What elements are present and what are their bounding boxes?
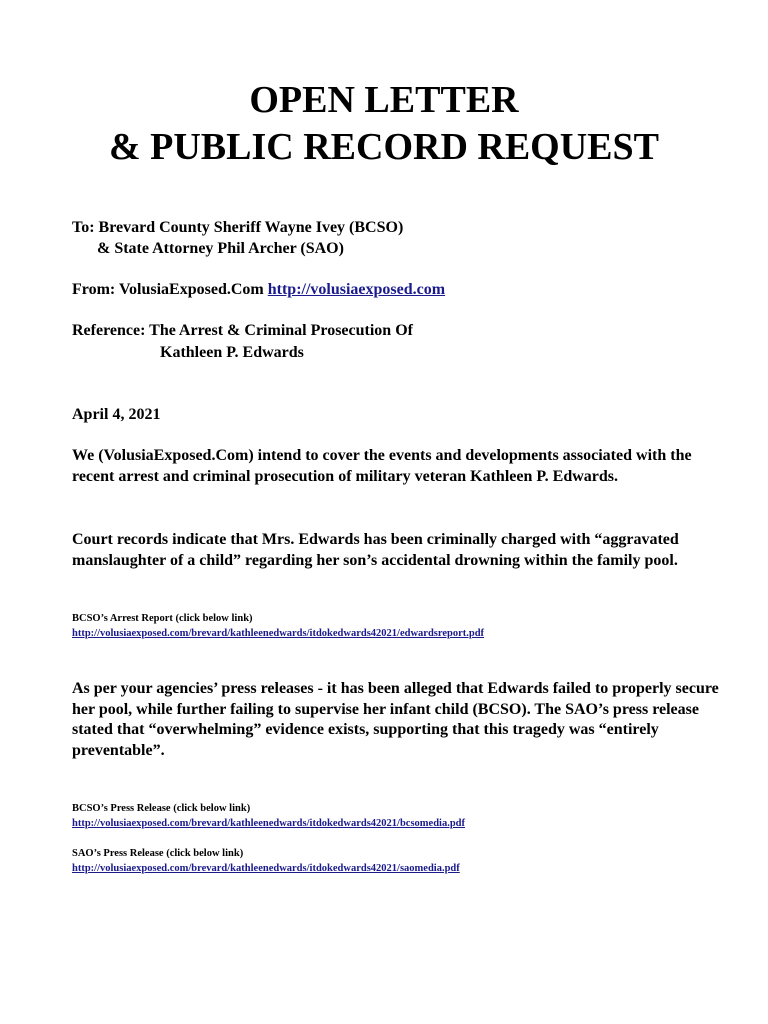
bcso-press-release-label: BCSO’s Press Release (click below link) xyxy=(72,803,251,814)
reference-line-1: Reference: The Arrest & Criminal Prosecution Of xyxy=(72,322,413,339)
sao-press-release-link-line xyxy=(72,862,460,876)
from-label: From: VolusiaExposed.Com xyxy=(72,281,264,298)
paragraph-charges: Court records indicate that Mrs. Edwards has been criminally charged with “aggravated manslaughter of a child” regarding her son’s accidental drowning within the family pool. xyxy=(72,531,679,569)
paragraph-intro: We (VolusiaExposed.Com) intend to cover the events and developments associated with the recent arrest and criminal prosecution of military veteran Kathleen P. Edwards. xyxy=(72,447,692,485)
reference-line-2: Kathleen P. Edwards xyxy=(160,344,304,361)
to-line-1: To: Brevard County Sheriff Wayne Ivey (BCSO) xyxy=(72,219,404,236)
sao-press-release-label: SAO’s Press Release (click below link) xyxy=(72,848,244,859)
bcso-press-release-link-line xyxy=(72,817,465,831)
arrest-report-link-line xyxy=(72,627,484,641)
paragraph-allegations: As per your agencies’ press releases - it has been alleged that Edwards failed to properly secure her pool, while further failing to supervise her infant child (BCSO). The SAO’s press release stated that “overwhelming” evidence exists, supporting that this tragedy was “entirely preventable”. xyxy=(72,680,719,759)
bcso-press-release-link[interactable]: http://volusiaexposed.com/brevard/kathleenedwards/itdokedwards42021/bcsomedia.pdf xyxy=(72,818,466,829)
sao-press-release-link[interactable]: http://volusiaexposed.com/brevard/kathleenedwards/itdokedwards42021/saomedia.pdf xyxy=(72,863,460,874)
title-line-1: OPEN LETTER xyxy=(249,79,519,121)
volusiaexposed-link[interactable]: http://volusiaexposed.com xyxy=(267,281,446,298)
letter-date: April 4, 2021 xyxy=(72,406,161,423)
to-line-2: & State Attorney Phil Archer (SAO) xyxy=(97,240,344,257)
arrest-report-label: BCSO’s Arrest Report (click below link) xyxy=(72,613,253,624)
from-line xyxy=(72,280,445,300)
title-line-2: & PUBLIC RECORD REQUEST xyxy=(108,126,660,168)
arrest-report-link[interactable]: http://volusiaexposed.com/brevard/kathleenedwards/itdokedwards42021/edwardsreport.pdf xyxy=(72,628,485,639)
